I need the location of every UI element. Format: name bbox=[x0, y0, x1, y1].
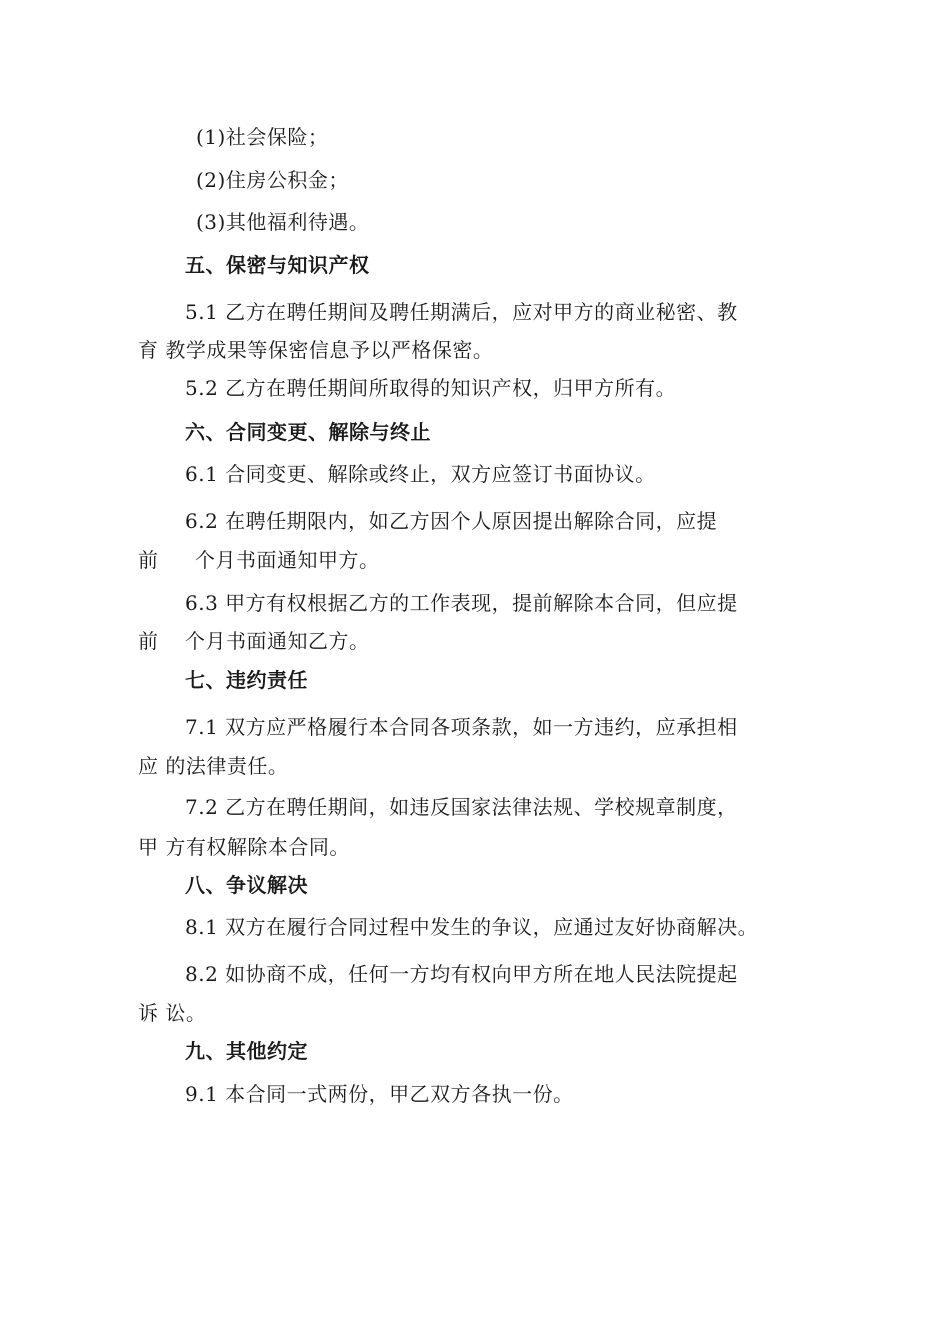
clause-7-1-line-1: 7.1 双方应严格履行本合同各项条款，如一方违约，应承担相 bbox=[185, 715, 738, 739]
clause-5-1-line-2: 育 教学成果等保密信息予以严格保密。 bbox=[138, 338, 494, 362]
benefit-item-social-insurance: (1)社会保险； bbox=[196, 125, 329, 149]
clause-6-3-line-1: 6.3 甲方有权根据乙方的工作表现，提前解除本合同，但应提 bbox=[185, 591, 738, 615]
section-heading-liability: 七、违约责任 bbox=[185, 668, 308, 692]
clause-6-2-line-2-rest: 个月书面通知甲方。 bbox=[195, 548, 380, 572]
clause-5-1-line-1: 5.1 乙方在聘任期间及聘任期满后，应对甲方的商业秘密、教 bbox=[185, 300, 738, 324]
clause-6-2-line-1: 6.2 在聘任期限内，如乙方因个人原因提出解除合同，应提 bbox=[185, 509, 718, 533]
clause-7-1-line-2: 应 的法律责任。 bbox=[138, 754, 289, 778]
clause-8-2-line-2: 诉 讼。 bbox=[138, 1001, 207, 1025]
clause-6-3-line-2-rest: 个月书面通知乙方。 bbox=[185, 629, 370, 653]
clause-7-2-line-1: 7.2 乙方在聘任期间，如违反国家法律法规、学校规章制度， bbox=[185, 795, 738, 819]
clause-7-2-line-2: 甲 方有权解除本合同。 bbox=[138, 835, 350, 859]
clause-6-1: 6.1 合同变更、解除或终止，双方应签订书面协议。 bbox=[185, 462, 656, 486]
clause-6-3-line-2-prefix: 前 bbox=[138, 629, 159, 653]
section-heading-contract-changes: 六、合同变更、解除与终止 bbox=[185, 420, 431, 444]
section-heading-other: 九、其他约定 bbox=[185, 1039, 308, 1063]
benefit-item-other-welfare: (3)其他福利待遇。 bbox=[196, 210, 370, 234]
clause-8-1: 8.1 双方在履行合同过程中发生的争议，应通过友好协商解决。 bbox=[185, 915, 759, 939]
clause-5-2: 5.2 乙方在聘任期间所取得的知识产权，归甲方所有。 bbox=[185, 376, 677, 400]
benefit-item-housing-fund: (2)住房公积金； bbox=[196, 168, 349, 192]
section-heading-dispute: 八、争议解决 bbox=[185, 873, 308, 897]
clause-9-1: 9.1 本合同一式两份，甲乙双方各执一份。 bbox=[185, 1082, 574, 1106]
clause-6-2-line-2-prefix: 前 bbox=[138, 548, 159, 572]
section-heading-confidentiality: 五、保密与知识产权 bbox=[185, 253, 370, 277]
clause-8-2-line-1: 8.2 如协商不成，任何一方均有权向甲方所在地人民法院提起 bbox=[185, 962, 738, 986]
